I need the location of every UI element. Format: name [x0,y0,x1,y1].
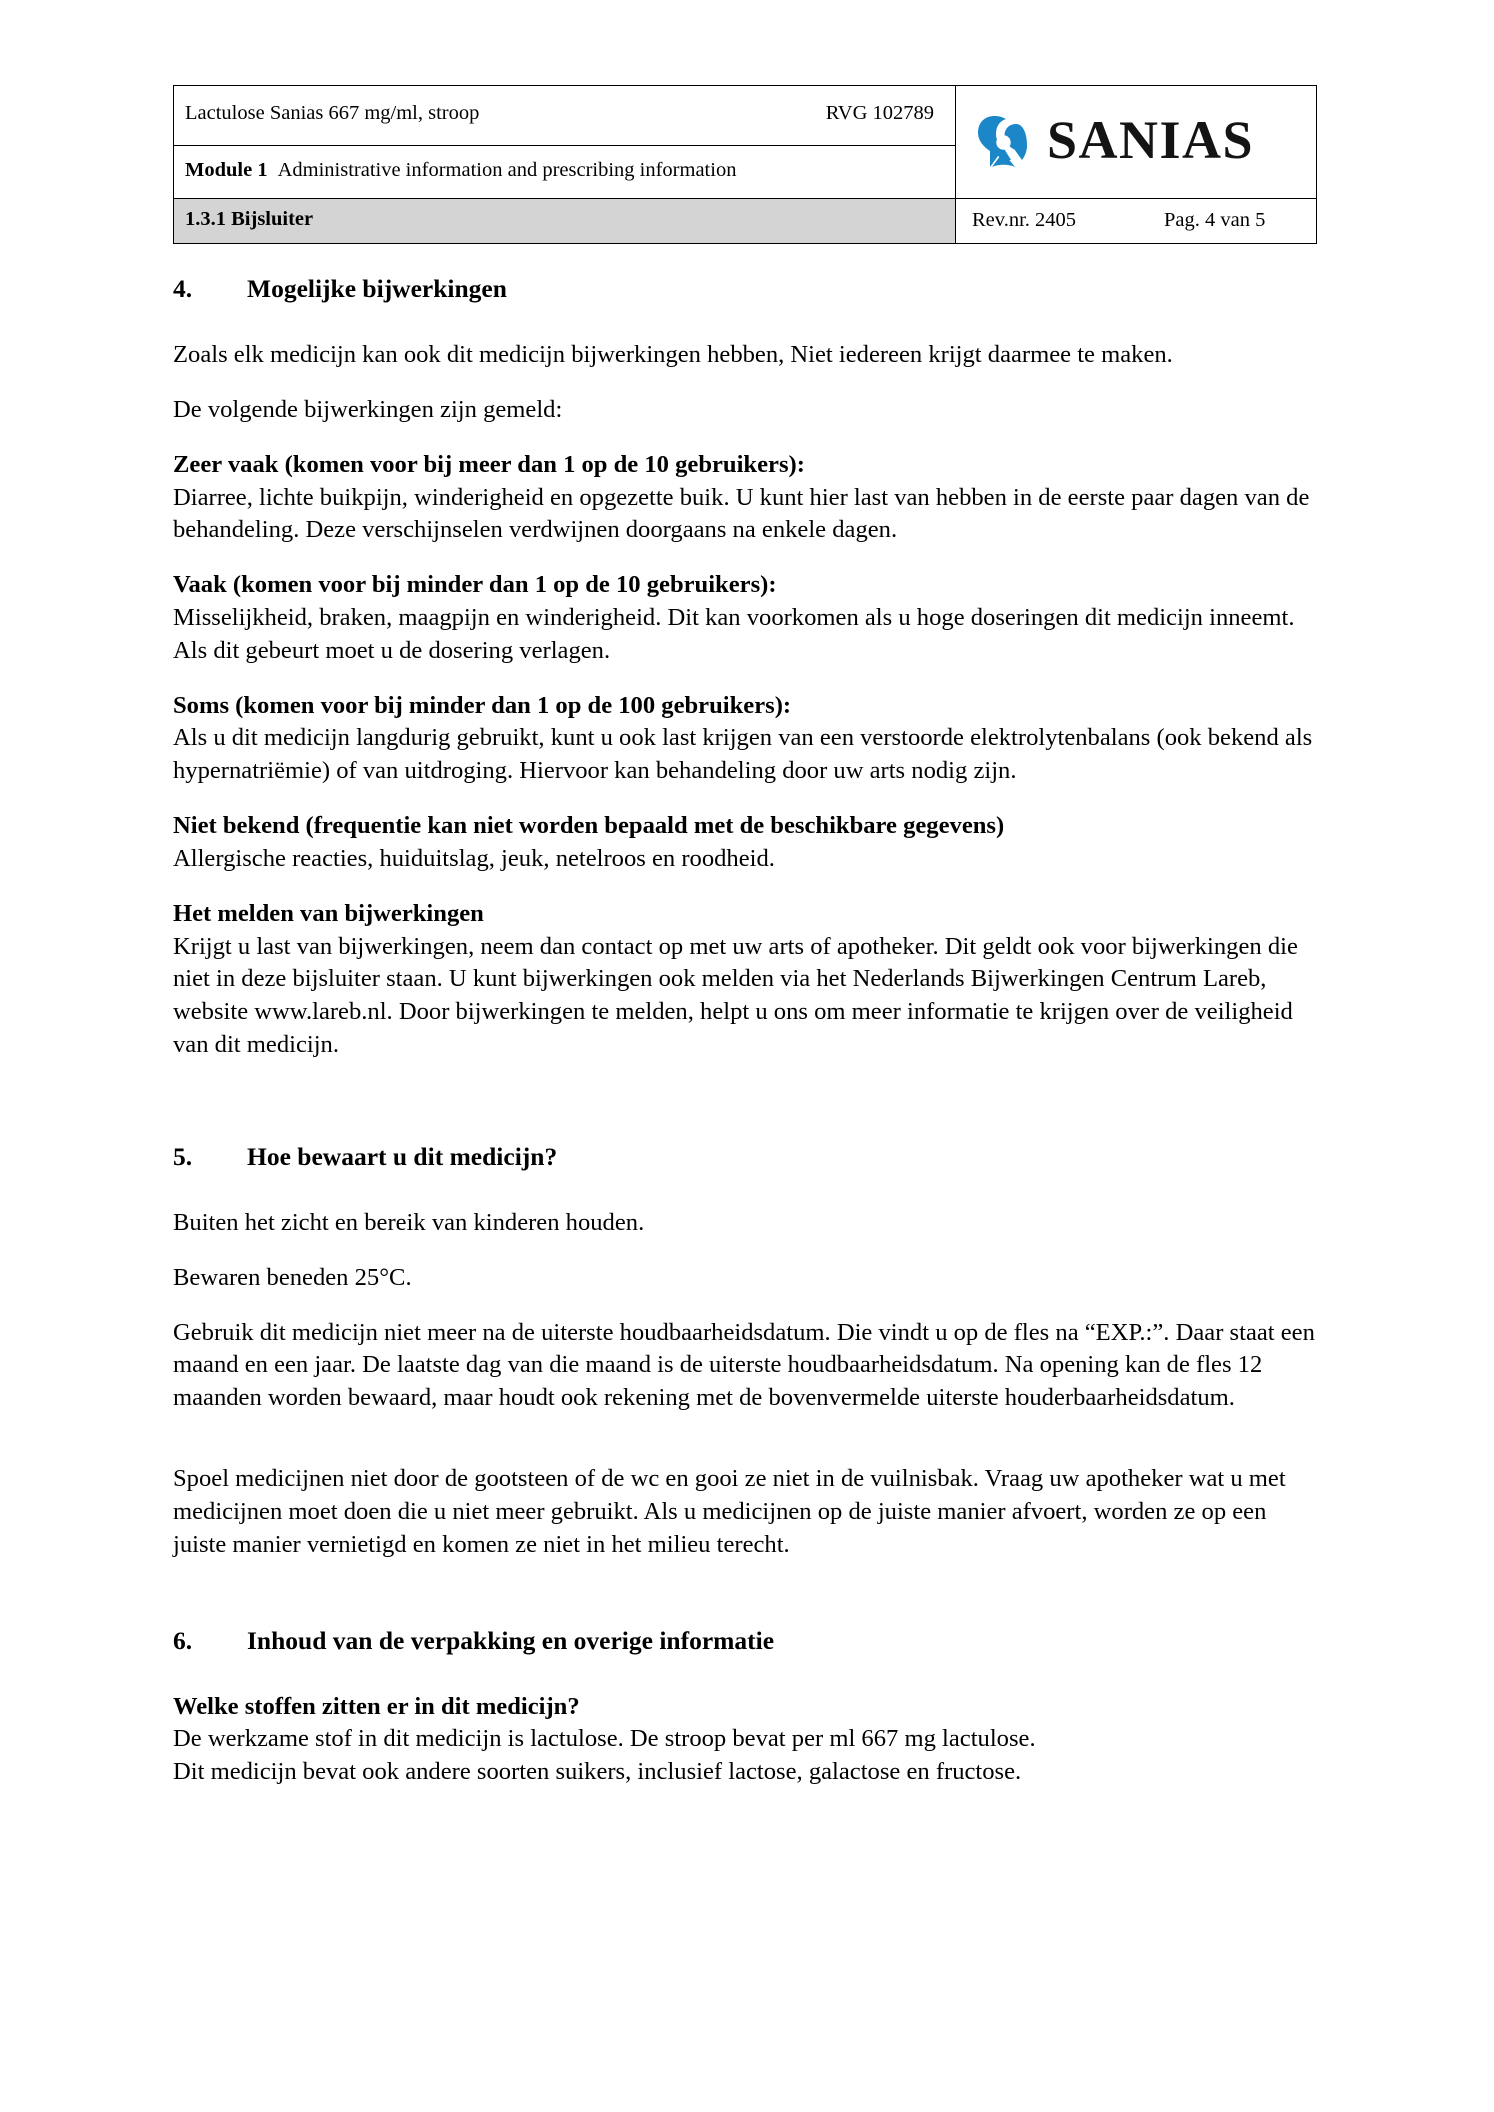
section-4-number: 4. [173,274,193,303]
reporting-heading: Het melden van bijwerkingen [173,899,484,927]
ingredients-line-1: De werkzame stof in dit medicijn is lactulose. De stroop bevat per ml 667 mg lactulose. [173,1725,1036,1753]
storage-para-1: Buiten het zicht en bereik van kinderen houden. [173,1208,645,1236]
sideeffect-heading-zeer-vaak: Zeer vaak (komen voor bij meer dan 1 op de 10 gebruikers): [173,450,805,478]
section-6-title: Inhoud van de verpakking en overige informatie [247,1625,775,1655]
ingredients-line-2: Dit medicijn bevat ook andere soorten suikers, inclusief lactose, galactose en fructose. [173,1758,1022,1786]
section-5-number: 5. [173,1141,193,1171]
section-5-title: Hoe bewaart u dit medicijn? [247,1141,558,1171]
sideeffect-heading-soms: Soms (komen voor bij minder dan 1 op de 100 gebruikers): [173,691,792,719]
header-revision-number: Rev.nr. 2405 [972,208,1077,231]
header-product-name: Lactulose Sanias 667 mg/ml, stroop [185,102,480,125]
section-heading-4 [173,272,1321,306]
sideeffect-body-niet-bekend: Allergische reacties, huiduitslag, jeuk, netelroos en roodheid. [173,844,775,872]
header-module-label: Module 1 [185,158,268,181]
storage-para-2: Bewaren beneden 25°C. [173,1263,412,1291]
storage-para-4: Spoel medicijnen niet door de gootsteen of de wc en gooi ze niet in de vuilnisbak. Vraag uw apotheker wat u met medicijnen moet doen die u niet meer gebruikt. Als u medicijnen op de juiste manier afvoert, worden ze op een juiste manier vernietigd en komen ze niet in het milieu terecht. [173,1465,1286,1558]
section-4-intro-2: De volgende bijwerkingen zijn gemeld: [173,395,563,423]
header-cell-section [174,199,956,244]
document-header-table [173,85,1317,244]
sideeffect-body-vaak: Misselijkheid, braken, maagpijn en winderigheid. Dit kan voorkomen als u hoge doseringen dit medicijn inneemt. Als dit gebeurt moet u de dosering verlagen. [173,604,1295,664]
ingredients-heading: Welke stoffen zitten er in dit medicijn? [173,1692,580,1720]
sideeffect-heading-vaak: Vaak (komen voor bij minder dan 1 op de 10 gebruikers): [173,571,777,599]
header-row-bijsluiter [174,199,1317,244]
header-cell-product [174,86,956,146]
sanias-figure-icon [976,114,1038,170]
header-cell-module [174,145,956,198]
reporting-body: Krijgt u last van bijwerkingen, neem dan contact op met uw arts of apotheker. Dit geldt ook voor bijwerkingen die niet in deze bijsluiter staan. U kunt bijwerkingen ook melden via het Nederlands Bijwerkingen Centrum Lareb, website www.lareb.nl. Door bijwerkingen te melden, helpt u ons om meer informatie te krijgen over de veiligheid van dit medicijn. [173,932,1298,1059]
storage-para-3: Gebruik dit medicijn niet meer na de uiterste houdbaarheidsdatum. Die vindt u op de fles na “EXP.:”. Daar staat een maand en een jaar. De laatste dag van die maand is de uiterste houdbaarheidsdatum. Na opening kan de fles 12 maanden worden bewaard, maar houdt ook rekening met de bovenvermelde uiterste houderbaarheidsdatum. [173,1318,1315,1412]
sideeffect-body-zeer-vaak: Diarree, lichte buikpijn, winderigheid en opgezette buik. U kunt hier last van hebben in de eerste paar dagen van de behandeling. Deze verschijnselen verdwijnen doorgaans na enkele dagen. [173,483,1310,544]
header-page-info: Pag. 4 van 5 [1164,208,1266,231]
header-module-text: Administrative information and prescribing information [277,158,737,181]
sideeffect-heading-niet-bekend: Niet bekend (frequentie kan niet worden bepaald met de beschikbare gegevens) [173,812,1005,840]
section-4-intro-1: Zoals elk medicijn kan ook dit medicijn bijwerkingen hebben, Niet iedereen krijgt daarmee te maken. [173,341,1173,369]
section-6-number: 6. [173,1625,193,1655]
section-heading-5 [173,1140,1321,1174]
sideeffect-body-soms: Als u dit medicijn langdurig gebruikt, kunt u ook last krijgen van een verstoorde elektrolytenbalans (ook bekend als hypernatriëmie) of van uitdroging. Hiervoor kan behandeling door uw arts nodig zijn. [173,724,1313,785]
section-4-title: Mogelijke bijwerkingen [247,274,507,303]
section-heading-6 [173,1624,1321,1658]
document-body [173,272,1321,1789]
sanias-logo-text: SANIAS [1047,110,1255,170]
header-section-label: 1.3.1 Bijsluiter [185,208,314,231]
header-rvg-number: RVG 102789 [825,102,934,125]
header-cell-logo [956,86,1317,199]
header-row-product [174,86,1317,146]
header-cell-revision [956,199,1317,244]
